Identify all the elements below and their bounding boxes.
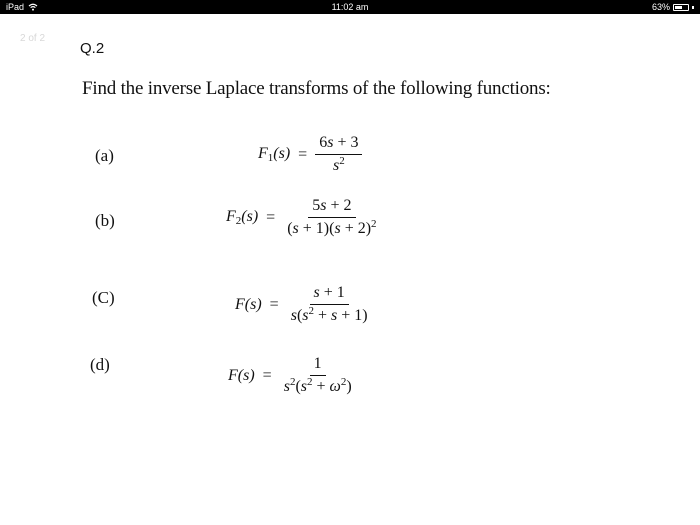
denominator-b: $(s + 1)(s + 2)^2$ xyxy=(287,218,377,237)
equals-sign-c: = xyxy=(269,295,279,313)
page-counter: 2 of 2 xyxy=(20,33,46,44)
equals-sign-b: = xyxy=(266,208,276,226)
equation-a xyxy=(258,134,362,175)
equation-c xyxy=(235,284,372,325)
fraction-b xyxy=(283,197,380,238)
part-label-c: (C) xyxy=(92,288,115,307)
equation-d xyxy=(228,355,356,396)
status-bar xyxy=(0,0,700,14)
part-label-b: (b) xyxy=(95,211,115,230)
lhs-d: F(s) xyxy=(228,366,255,384)
battery-fill xyxy=(675,6,682,9)
numerator-b: 5s + 2 xyxy=(308,197,355,218)
equals-sign-a: = xyxy=(298,145,308,163)
device-name: iPad xyxy=(6,2,25,12)
equation-b xyxy=(226,197,381,238)
status-time: 11:02 am xyxy=(331,2,369,12)
lhs-c: F(s) xyxy=(235,295,262,313)
numerator-c: s + 1 xyxy=(310,284,349,305)
denominator-d: $s^2(s^2 + \omega^2)$ xyxy=(283,376,352,395)
lhs-a: $F_1(s)$ xyxy=(258,145,291,164)
part-label-d: (d) xyxy=(90,355,110,374)
question-instruction: Find the inverse Laplace transforms of the following functions: xyxy=(82,78,551,99)
battery-percent: 63% xyxy=(651,2,670,12)
part-label-a: (a) xyxy=(95,146,114,165)
question-number: Q.2 xyxy=(80,40,105,57)
fraction-d xyxy=(280,355,356,396)
fraction-c xyxy=(287,284,372,325)
status-right xyxy=(652,0,694,14)
fraction-a xyxy=(315,134,362,175)
numerator-a: 6s + 3 xyxy=(315,134,362,155)
numerator-d: 1 xyxy=(310,355,326,376)
denominator-a: $s^2$ xyxy=(332,155,345,174)
battery-nub xyxy=(692,6,694,9)
battery-icon xyxy=(673,4,689,11)
equals-sign-d: = xyxy=(262,366,272,384)
denominator-c: $s(s^2 + s + 1)$ xyxy=(290,305,368,324)
lhs-b: $F_2(s)$ xyxy=(226,208,259,227)
